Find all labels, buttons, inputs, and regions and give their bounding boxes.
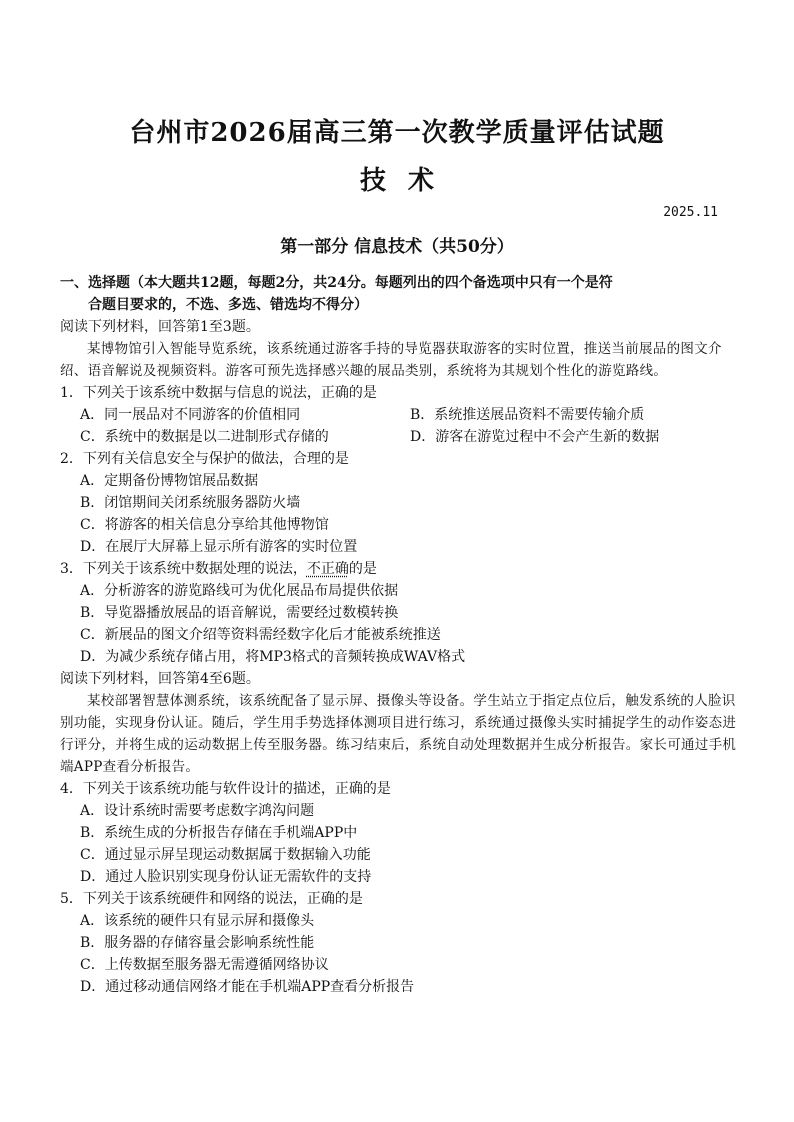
stem-pre: 3．下列关于该系统中数据处理的说法，: [60, 561, 307, 577]
option-d: D．通过移动通信网络才能在手机端APP查看分析报告: [80, 979, 415, 995]
read-instruction-2: 阅读下列材料，回答第4至6题。: [60, 671, 260, 687]
material-1: 某博物馆引入智能导览系统，该系统通过游客手持的导览器获取游客的实时位置，推送当前展品的图文介绍、语音解说及视频资料。游客可预先选择感兴趣的展品类别，系统将为其规划个性化的游览路线。: [60, 341, 722, 379]
option-b: B．系统推送展品资料不需要传输介质: [410, 407, 645, 423]
question-5: [60, 888, 740, 998]
section-heading: [60, 272, 740, 316]
exam-title: 台州市2026届高三第一次教学质量评估试题: [129, 118, 665, 148]
option-b: B．导览器播放展品的语音解说，需要经过数模转换: [80, 605, 399, 621]
option-a: A．定期备份博物馆展品数据: [80, 473, 259, 489]
option-b: B．闭馆期间关闭系统服务器防火墙: [80, 495, 301, 511]
question-1: [60, 382, 740, 448]
section-line-2: 合题目要求的，不选、多选、错选均不得分）: [88, 297, 368, 313]
option-a: A．该系统的硬件只有显示屏和摄像头: [80, 913, 315, 929]
option-b: B．服务器的存储容量会影响系统性能: [80, 935, 315, 951]
question-stem: 5．下列关于该系统硬件和网络的说法，正确的是: [60, 891, 363, 907]
option-a: A．同一展品对不同游客的价值相同: [80, 407, 301, 423]
question-4: [60, 778, 740, 888]
material-2: 某校部署智慧体测系统，该系统配备了显示屏、摄像头等设备。学生站立于指定点位后，触发系统的人脸识别功能，实现身份认证。随后，学生用手势选择体测项目进行练习，系统通过摄像头实时捕捉学生的动作姿态进行评分，并将生成的运动数据上传至服务器。练习结束后，系统自动处理数据并生成分析报告。家长可通过手机端APP查看分析报告。: [60, 693, 737, 775]
option-c: C．上传数据至服务器无需遵循网络协议: [80, 957, 329, 973]
option-c: C．系统中的数据是以二进制形式存储的: [80, 429, 329, 445]
question-2: [60, 448, 740, 558]
option-d: D．为减少系统存储占用，将MP3格式的音频转换成WAV格式: [80, 649, 466, 665]
option-c: C．通过显示屏呈现运动数据属于数据输入功能: [80, 847, 371, 863]
question-3: [60, 558, 740, 668]
exam-content: [60, 272, 740, 998]
options-grid: [60, 404, 740, 448]
question-stem: 4．下列关于该系统功能与软件设计的描述，正确的是: [60, 781, 391, 797]
option-d: D．在展厅大屏幕上显示所有游客的实时位置: [80, 539, 358, 555]
stem-post: 的是: [348, 561, 377, 577]
option-d: D．通过人脸识别实现身份认证无需软件的支持: [80, 869, 372, 885]
exam-date: 2025.11: [663, 205, 718, 220]
read-instruction-1: 阅读下列材料，回答第1至3题。: [60, 319, 260, 335]
option-d: D．游客在游览过程中不会产生新的数据: [410, 429, 660, 445]
option-b: B．系统生成的分析报告存储在手机端APP中: [80, 825, 358, 841]
part-title: 第一部分 信息技术（共50分）: [280, 237, 514, 257]
option-c: C．将游客的相关信息分享给其他博物馆: [80, 517, 329, 533]
subject-title: 技术: [359, 166, 456, 196]
question-stem: 1．下列关于该系统中数据与信息的说法，正确的是: [60, 385, 377, 401]
question-stem: [60, 558, 740, 580]
option-a: A．分析游客的游览路线可为优化展品布局提供依据: [80, 583, 399, 599]
question-stem: 2．下列有关信息安全与保护的做法，合理的是: [60, 451, 349, 467]
option-c: C．新展品的图文介绍等资料需经数字化后才能被系统推送: [80, 627, 441, 643]
option-a: A．设计系统时需要考虑数字鸿沟问题: [80, 803, 315, 819]
section-line-1: 一、选择题（本大题共12题，每题2分，共24分。每题列出的四个备选项中只有一个是符: [60, 275, 613, 291]
emphasis-not-correct: 不正确: [306, 561, 349, 577]
